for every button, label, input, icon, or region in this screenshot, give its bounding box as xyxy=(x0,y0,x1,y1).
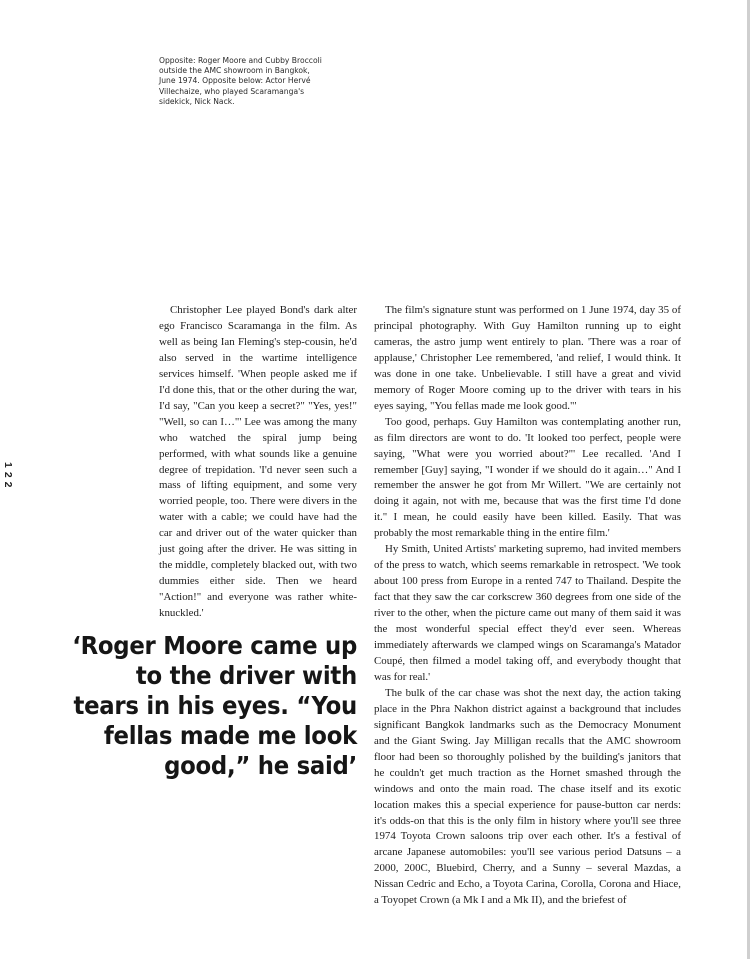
caption-text: Opposite: Roger Moore and Cubby Broccoli outside the AMC showroom in Bangkok, June 1974. Opposite below: Actor Hervé Villechaize, who played Scaramanga's sidekick, Nick Nack. xyxy=(159,56,322,106)
body-column-left xyxy=(159,303,357,622)
pull-quote: ‘Roger Moore came up to the driver with tears in his eyes. “You fellas made me look good,” he said’ xyxy=(72,631,357,780)
paragraph: Christopher Lee played Bond's dark alter ego Francisco Scaramanga in the film. As well as being Ian Fleming's step-cousin, he'd also served in the wartime intelligence services himself. 'When people asked me if I'd done this, that or the other during the war, I'd say, "Can you keep a secret?" "Yes, yes!" "Well, so can I…"' Lee was among the many who watched the spiral jump being performed, with what sounds like a genuine degree of trepidation. 'I'd never seen such a mass of lifting equipment, and some very worried people, too. There were divers in the water with a cable; we could have had the car and driver out of the water quicker than just going after the driver. He was sitting in the middle, completely blacked out, with two dummies either side. Then we heard "Action!" and everyone was rather white-knuckled.' xyxy=(159,304,357,620)
photo-caption xyxy=(159,56,324,107)
body-column-right xyxy=(374,303,681,909)
paragraph: Too good, perhaps. Guy Hamilton was contemplating another run, as film directors are wont to do. 'It looked too perfect, people were saying, "What were you worried about?"' Lee recalled. 'And I remember [Guy] saying, "I wonder if we should do it again…" And I remember the answer he got from Mr Willert. "We are certainly not doing it again, not with me, because that was the first time I'd done it." I mean, he could easily have been killed. Easily. That was probably the most remarkable thing in the entire film.' xyxy=(374,415,681,540)
paragraph: Hy Smith, United Artists' marketing supremo, had invited members of the press to watch, which seems remarkable in retrospect. 'We took about 100 press from Europe in a rented 747 to Thailand. Despite the fact that they saw the car corkscrew 360 degrees from one side of the river to the other, when the picture came out many of them said it was the most wonderful special effect they'd ever seen. Whereas immediately afterwards we clamped wings on Scaramanga's Matador Coupé, then filmed a model taking off, and everybody thought that was for real.' xyxy=(374,543,681,683)
page-number: 122 xyxy=(2,462,14,492)
paragraph: The film's signature stunt was performed on 1 June 1974, day 35 of principal photography. With Guy Hamilton running up to eight cameras, the astro jump went entirely to plan. 'There was a roar of applause,' Christopher Lee remembered, 'and relief, I would think. It was done in one take. Unbelievable. I still have a great and vivid memory of Roger Moore coming up to the driver with tears in his eyes saying, "You fellas made me look good."' xyxy=(374,304,681,412)
paragraph: The bulk of the car chase was shot the next day, the action taking place in the Phra Nakhon district against a background that includes significant Bangkok landmarks such as the Democracy Monument and the Giant Swing. Jay Milligan recalls that the AMC showroom floor had been so thoroughly polished by the building's janitors that he couldn't get much traction as the Hornet smashed through the windows and onto the main road. The chase itself and its exotic location makes this a special experience for pause-button car nerds: it's odds-on that this is the only film in history where you'll see three 1974 Toyota Crown saloons trip over each other. It's a festival of arcane Japanese automobiles: you'll see various period Datsuns – a 2000, 200C, Bluebird, Cherry, and a Sunny – several Mazdas, a Nissan Cedric and Echo, a Toyota Carina, Corolla, Corona and Hiace, a Toyopet Crown (a Mk I and a Mk II), and the briefest of xyxy=(374,686,681,907)
